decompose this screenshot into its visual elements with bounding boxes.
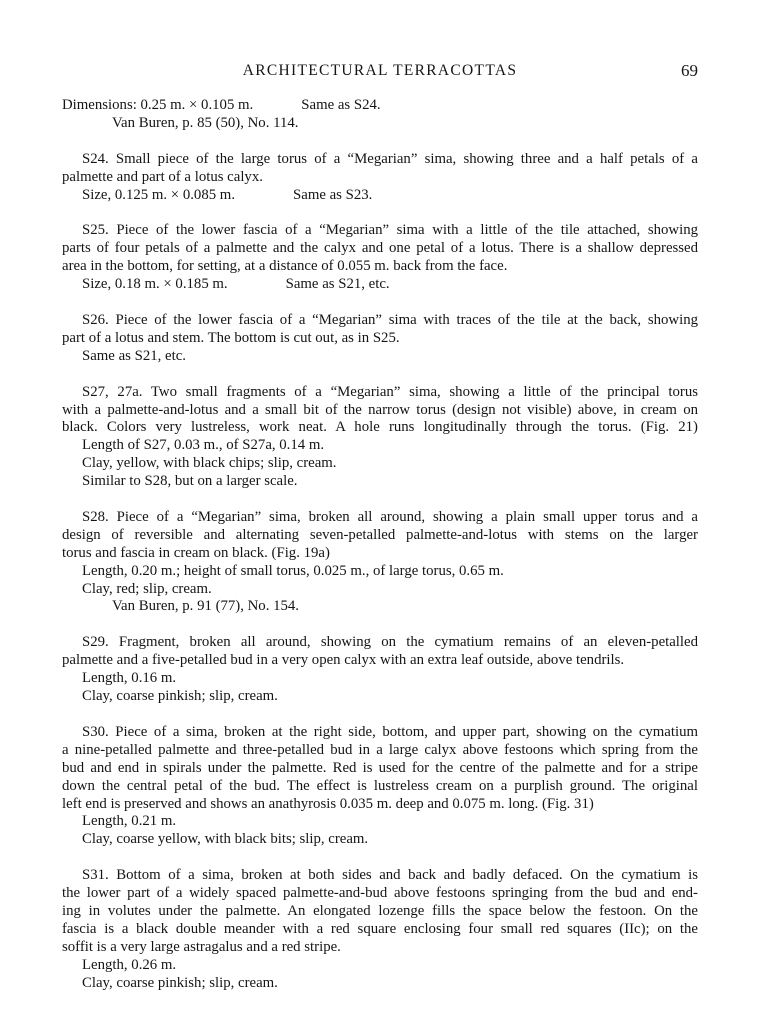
- entry-aside: Same as S23.: [293, 186, 373, 203]
- entry-line: a nine-petalled palmette and three-petalled bud in a large calyx above festoons which spring from the: [62, 741, 698, 758]
- catalogue-entry: [62, 867, 698, 992]
- entry-line: S28. Piece of a “Megarian” sima, broken all around, showing a plain small upper torus and a: [82, 509, 698, 526]
- entry-line: the lower part of a widely spaced palmette-and-bud above festoons springing from the bud and end-: [62, 885, 698, 902]
- entry-line: Van Buren, p. 85 (50), No. 114.: [112, 114, 299, 131]
- catalogue-entry: [62, 151, 698, 205]
- entry-line: left end is preserved and shows an anathyrosis 0.035 m. deep and 0.075 m. long. (Fig. 31): [62, 795, 594, 812]
- entry-line: black. Colors very lustreless, work neat. A hole runs longitudinally through the torus. (Fig. 21): [62, 419, 698, 436]
- entry-line: palmette and part of a lotus calyx.: [62, 168, 263, 185]
- entry-line: Length, 0.16 m.: [82, 670, 177, 687]
- entry-line: area in the bottom, for setting, at a distance of 0.055 m. back from the face.: [62, 258, 508, 275]
- entry-line: torus and fascia in cream on black. (Fig. 19a): [62, 544, 330, 561]
- entry-line: Size, 0.125 m. × 0.085 m. Same as S23.: [82, 186, 373, 203]
- catalogue-entry: [62, 384, 698, 491]
- entry-line: soffit is a very large astragalus and a red stripe.: [62, 938, 341, 955]
- entry-line: part of a lotus and stem. The bottom is cut out, as in S25.: [62, 329, 400, 346]
- entry-line: Van Buren, p. 91 (77), No. 154.: [112, 598, 299, 615]
- entry-line: down the central petal of the bud. The effect is lustreless cream on a purplish ground. The original: [62, 777, 698, 794]
- entry-line: S24. Small piece of the large torus of a “Megarian” sima, showing three and a half petals of a: [82, 150, 698, 167]
- entry-line: parts of four petals of a palmette and the calyx and one petal of a lotus. There is a shallow depressed: [62, 240, 698, 257]
- catalogue-body: [62, 97, 698, 992]
- entry-line: Clay, yellow, with black chips; slip, cream.: [82, 455, 337, 472]
- entry-line: ing in volutes under the palmette. An elongated lozenge fills the space below the festoon. On the: [62, 902, 698, 919]
- entry-line: Length, 0.20 m.; height of small torus, 0.025 m., of large torus, 0.65 m.: [82, 562, 504, 579]
- entry-line: Clay, coarse pinkish; slip, cream.: [82, 688, 278, 705]
- entry-line: S30. Piece of a sima, broken at the right side, bottom, and upper part, showing on the cymatium: [82, 723, 698, 740]
- running-head: [62, 62, 698, 86]
- entry-line: Same as S21, etc.: [82, 347, 186, 364]
- entry-line: fascia is a black double meander with a red square enclosing four small red squares (IIc); on the: [62, 920, 698, 937]
- entry-line: Dimensions: 0.25 m. × 0.105 m. Same as S24.: [62, 97, 381, 113]
- entry-line: S31. Bottom of a sima, broken at both sides and back and badly defaced. On the cymatium is: [82, 867, 698, 884]
- entry-line: design of reversible and alternating seven-petalled palmette-and-lotus with stems on the larger: [62, 526, 698, 543]
- entry-line: with a palmette-and-lotus and a small bit of the narrow torus (design not visible) above, in cream on: [62, 401, 698, 418]
- entry-line: Length of S27, 0.03 m., of S27a, 0.14 m.: [82, 437, 325, 454]
- entry-aside: Same as S21, etc.: [285, 276, 390, 293]
- entry-line: Clay, coarse yellow, with black bits; slip, cream.: [82, 831, 369, 848]
- catalogue-entry: [62, 509, 698, 616]
- catalogue-entry: [62, 97, 698, 133]
- entry-line: S27, 27a. Two small fragments of a “Megarian” sima, showing a little of the principal torus: [82, 383, 698, 400]
- entry-line: Clay, red; slip, cream.: [82, 580, 212, 597]
- entry-line: bud and end in spirals under the palmette. Red is used for the centre of the palmette and for a stripe: [62, 759, 698, 776]
- entry-line: Clay, coarse pinkish; slip, cream.: [82, 974, 278, 991]
- entry-line: S29. Fragment, broken all around, showing on the cymatium remains of an eleven-petalled: [82, 634, 698, 651]
- entry-line: Length, 0.21 m.: [82, 813, 177, 830]
- catalogue-entry: [62, 634, 698, 706]
- catalogue-entry: [62, 724, 698, 849]
- entry-line: palmette and a five-petalled bud in a very open calyx with an extra leaf outside, above tendrils.: [62, 652, 625, 669]
- entry-line: S26. Piece of the lower fascia of a “Megarian” sima with traces of the tile at the back, showing: [82, 312, 698, 329]
- entry-line: S25. Piece of the lower fascia of a “Megarian” sima with a little of the tile attached, showing: [82, 222, 698, 239]
- entry-aside: Same as S24.: [301, 97, 381, 113]
- page-number: 69: [681, 61, 698, 80]
- entry-line: Size, 0.18 m. × 0.185 m. Same as S21, etc.: [82, 276, 390, 293]
- entry-line: Length, 0.26 m.: [82, 956, 177, 973]
- catalogue-entry: [62, 312, 698, 366]
- catalogue-entry: [62, 222, 698, 294]
- running-title: ARCHITECTURAL TERRACOTTAS: [242, 62, 518, 79]
- entry-line: Similar to S28, but on a larger scale.: [82, 473, 298, 490]
